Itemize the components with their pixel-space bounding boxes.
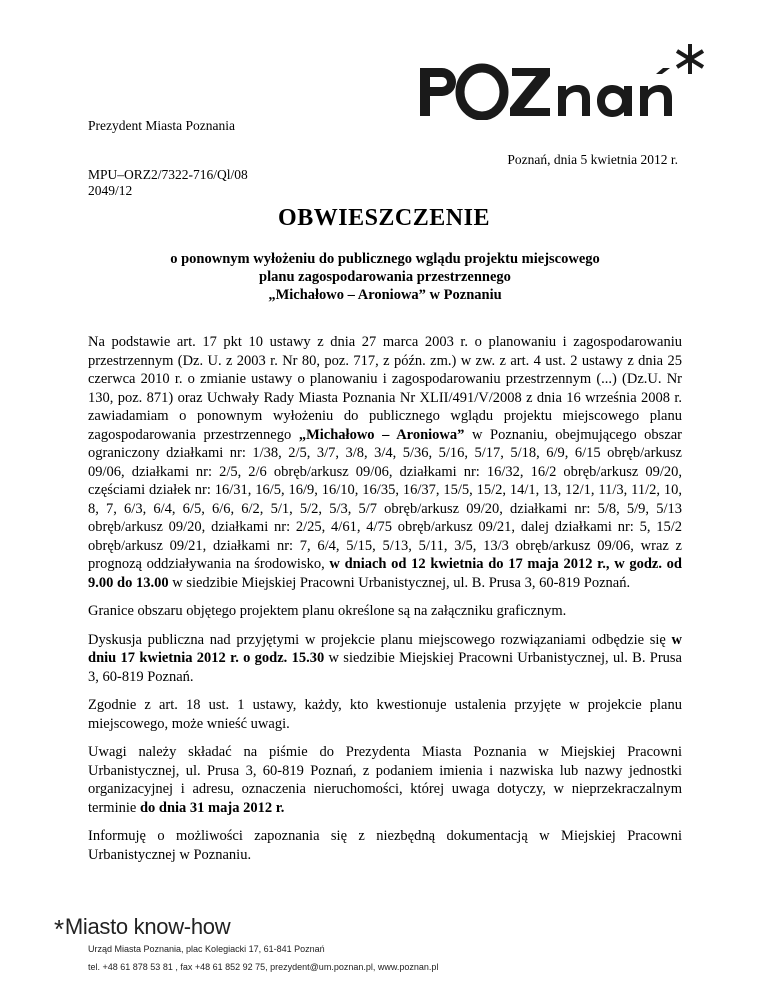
reference-number: MPU–ORZ2/7322-716/Ql/08: [88, 167, 248, 182]
document-body: [88, 333, 682, 874]
text-span: Dyskusja publiczna nad przyjętymi w projekcie planu miejscowego rozwiązaniami odbędzie się: [88, 631, 672, 648]
text-span: w siedzibie Miejskiej Pracowni Urbanistycznej, ul. B. Prusa 3, 60-819 Poznań.: [88, 650, 682, 685]
text-span: w siedzibie Miejskiej Pracowni Urbanistycznej, ul. B. Prusa 3, 60-819 Poznań.: [168, 574, 631, 591]
footer-contact: tel. +48 61 878 53 81 , fax +48 61 852 92 75, prezydent@um.poznan.pl, www.poznan.pl: [88, 962, 439, 972]
poznan-logo: [418, 40, 718, 120]
paragraph-comments: [88, 743, 682, 817]
plan-name: „Michałowo – Aroniowa”: [298, 426, 465, 443]
page-title: OBWIESZCZENIE: [278, 205, 490, 231]
subtitle-line: o ponownym wyłożeniu do publicznego wglądu projektu miejscowego: [170, 251, 600, 267]
paragraph-discussion: [88, 631, 682, 687]
deadline-date: do dnia 31 maja 2012 r.: [139, 799, 285, 816]
exhibition-dates: w dniach od 12 kwietnia do 17 maja 2012 r., w godz. od 9.00 do 13.00: [88, 556, 682, 591]
text-span: w Poznaniu, obejmującego obszar ograniczony działkami nr: 1/38, 2/5, 3/7, 3/8, 3/4, 5/36, 5/16, 5/17, 5/18, 6/9, 6/15 obręb/arkusz 09/06, działkami nr: 2/5, 2/6 obręb/arkusz 09/06, działkami nr: 16/32, 16/2 obręb/arkusz 09/20, częściami działek nr: 16/31, 16/5, 16/9, 16/10, 16/35, 16/37, 15/5, 15/2, 14/1, 13, 12/1, 11/3, 11/2, 10, 8, 7, 6/3, 6/4, 6/5, 6/6, 6/2, 5/1, 5/2, 5/3, 5/7 obręb/arkusz 09/20, działkami nr: 5/8, 5/9, 5/13 obręb/arkusz 09/20, działkami nr: 2/25, 4/61, 4/75 obręb/arkusz 09/21, dalej działkami nr: 5, 15/2 obręb/arkusz 09/21, działkami nr: 7, 6/4, 5/15, 5/13, 5/11, 3/5, 13/3 obręb/arkusz 09/06, wraz z prognozą oddziaływania na środowisko,: [88, 426, 682, 572]
text-span: Uwagi należy składać na piśmie do Prezydenta Miasta Poznania w Miejskiej Pracowni Urbanistycznej, ul. Prusa 3, 60-819 Poznań, z podaniem imienia i nazwiska lub nazwy jednostki organizacyjnej i adresu, oznaczenia nieruchomości, której uwaga dotyczy, w nieprzekraczalnym terminie: [88, 744, 682, 816]
sender-name: Prezydent Miasta Poznania: [88, 118, 235, 133]
subtitle-line: planu zagospodarowania przestrzennego: [259, 269, 511, 285]
footer-brand-text: Miasto know-how: [64, 914, 231, 939]
paragraph-legal-basis: [88, 333, 682, 592]
page-subtitle: [90, 250, 680, 304]
footer-brand: [54, 910, 231, 944]
reference-numbers: [88, 167, 248, 199]
subtitle-line: „Michałowo – Aroniowa” w Poznaniu: [268, 287, 502, 303]
text-span: Na podstawie art. 17 pkt 10 ustawy z dnia 27 marca 2003 r. o planowaniu i zagospodarowaniu przestrzennym (Dz. U. z 2003 r. Nr 80, poz. 717, z późn. zm.) w zw. z art. 4 ust. 2 ustawy z dnia 25 czerwca 2010 r. o zmianie ustawy o planowaniu i zagospodarowaniu przestrzennym (...) (Dz.U. Nr 130, poz. 871) oraz Uchwały Rady Miasta Poznania Nr XLII/491/V/2008 z dnia 16 września 2008 r. zawiadamiam o ponownym wyłożeniu do publicznego wglądu projektu miejscowego planu zagospodarowania przestrzennego: [88, 334, 682, 443]
paragraph-boundaries: Granice obszaru objętego projektem planu określone są na załączniku graficznym.: [88, 603, 567, 619]
discussion-date: w dniu 17 kwietnia 2012 r. o godz. 15.30: [88, 631, 682, 666]
document-date: Poznań, dnia 5 kwietnia 2012 r.: [507, 152, 678, 167]
paragraph-objections: Zgodnie z art. 18 ust. 1 ustawy, każdy, kto kwestionuje ustalenia przyjęte w projekcie planu miejscowego, może wnieść uwagi.: [88, 697, 682, 732]
footer-address: Urząd Miasta Poznania, plac Kolegiacki 17, 61-841 Poznań: [88, 944, 325, 954]
asterisk-icon: *: [54, 914, 64, 944]
paragraph-documentation: Informuję o możliwości zapoznania się z niezbędną dokumentacją w Miejskiej Pracowni Urbanistycznej w Poznaniu.: [88, 828, 682, 863]
reference-number: 2049/12: [88, 183, 133, 198]
